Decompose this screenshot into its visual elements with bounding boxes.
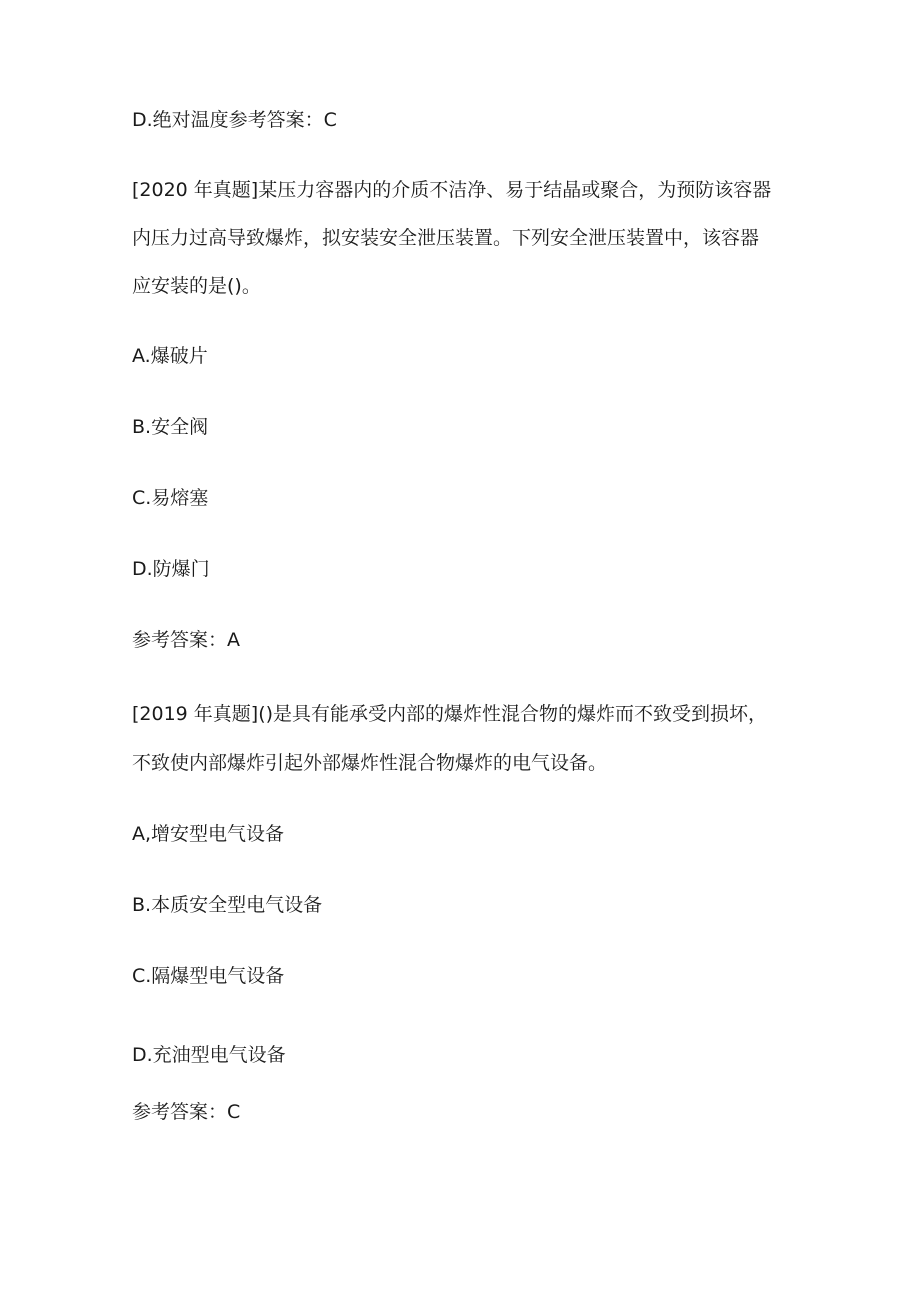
question-1-option-c: C.易熔塞 <box>132 487 209 509</box>
question-1-stem-line-2: 内压力过高导致爆炸，拟安装安全泄压装置。下列安全泄压装置中，该容器 <box>132 227 760 249</box>
question-2-option-c: C.隔爆型电气设备 <box>132 965 285 987</box>
question-2-option-a: A,增安型电气设备 <box>132 823 285 845</box>
question-2-answer: 参考答案：C <box>132 1101 241 1123</box>
question-2-stem-line-2: 不致使内部爆炸引起外部爆炸性混合物爆炸的电气设备。 <box>132 752 608 774</box>
question-1-option-d: D.防爆门 <box>132 558 210 580</box>
question-1-stem-line-1: [2020 年真题]某压力容器内的介质不洁净、易于结晶或聚合，为预防该容器 <box>132 179 772 201</box>
question-1-stem-line-3: 应安装的是()。 <box>132 275 261 297</box>
question-2-option-d: D.充油型电气设备 <box>132 1044 286 1066</box>
prev-question-last-option-with-answer: D.绝对温度参考答案：C <box>132 109 337 131</box>
question-1-answer: 参考答案：A <box>132 629 240 651</box>
question-1-option-a: A.爆破片 <box>132 345 208 367</box>
question-2-option-b: B.本质安全型电气设备 <box>132 894 323 916</box>
question-1-option-b: B.安全阀 <box>132 416 209 438</box>
question-2-stem-line-1: [2019 年真题]()是具有能承受内部的爆炸性混合物的爆炸而不致受到损坏， <box>132 703 768 725</box>
